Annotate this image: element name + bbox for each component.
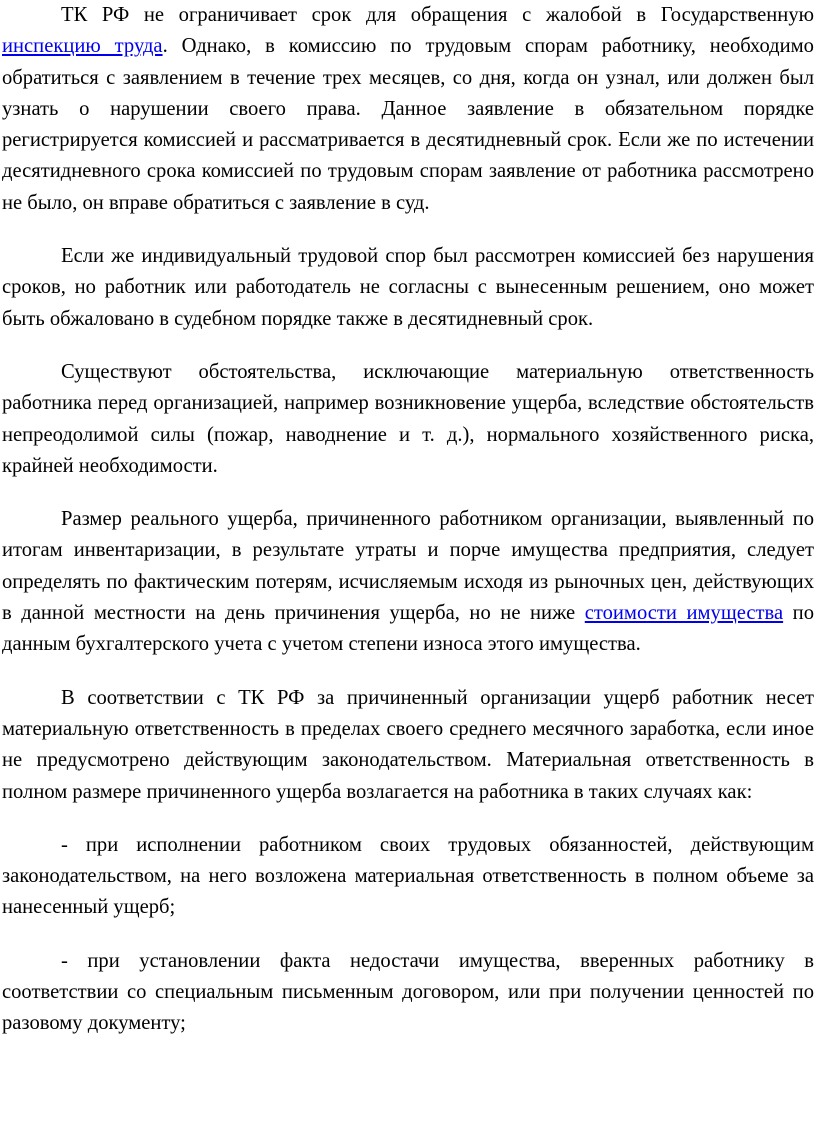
list-item-1: [2, 830, 814, 924]
paragraph-3: [2, 357, 814, 482]
list-item-1-text: - при исполнении работником своих трудовых обязанностей, действующим законодательством, на него возложена материальная ответственность в полном объеме за нанесенный ущерб;: [2, 833, 814, 919]
list-item-2-text: - при установлении факта недостачи имущества, вверенных работнику в соответствии со специальным письменным договором, или при получении ценностей по разовому документу;: [2, 949, 814, 1035]
paragraph-2: [2, 241, 814, 335]
link-property-value[interactable]: стоимости имущества: [584, 602, 784, 625]
paragraph-5-text: В соответствии с ТК РФ за причиненный организации ущерб работник несет материальную ответственность в пределах своего среднего месячного заработка, если иное не предусмотрено действующим законодательством. Материальная ответственность в полном размере причиненного ущерба возлагается на работника в таких случаях как:: [2, 686, 814, 803]
paragraph-1-text-a: ТК РФ не ограничивает срок для обращения с жалобой в Государственную: [61, 4, 814, 26]
paragraph-1-text-b: . Однако, в комиссию по трудовым спорам работнику, необходимо обратиться с заявлением в течение трех месяцев, со дня, когда он узнал, или должен был узнать о нарушении своего права. Данное заявление в обязательном порядке регистрируется комиссией и рассматривается в десятидневный срок. Если же по истечении десятидневного срока комиссией по трудовым спорам заявление от работника рассмотрено не было, он вправе обратиться с заявление в суд.: [2, 35, 814, 214]
paragraph-4-text-b: по данным бухгалтерского учета с учетом степени износа этого имущества.: [2, 602, 814, 656]
paragraph-4: [2, 504, 814, 660]
paragraph-1: [2, 0, 814, 219]
list-item-2: [2, 946, 814, 1040]
paragraph-3-text: Существуют обстоятельства, исключающие материальную ответственность работника перед организацией, например возникновение ущерба, вследствие обстоятельств непреодолимой силы (пожар, наводнение и т. д.), нормального хозяйственного риска, крайней необходимости.: [2, 360, 814, 477]
paragraph-5: [2, 683, 814, 808]
paragraph-4-text-a: Размер реального ущерба, причиненного работником организации, выявленный по итогам инвентаризации, в результате утраты и порче имущества предприятия, следует определять по фактическим потерям, исчисляемым исходя из рыночных цен, действующих в данной местности на день причинения ущерба, но не ниже: [2, 508, 814, 625]
paragraph-2-text: Если же индивидуальный трудовой спор был рассмотрен комиссией без нарушения сроков, но работник или работодатель не согласны с вынесенным решением, оно может быть обжаловано в судебном порядке также в десятидневный срок.: [2, 245, 814, 330]
link-inspection-labor[interactable]: инспекцию труда: [2, 35, 163, 58]
